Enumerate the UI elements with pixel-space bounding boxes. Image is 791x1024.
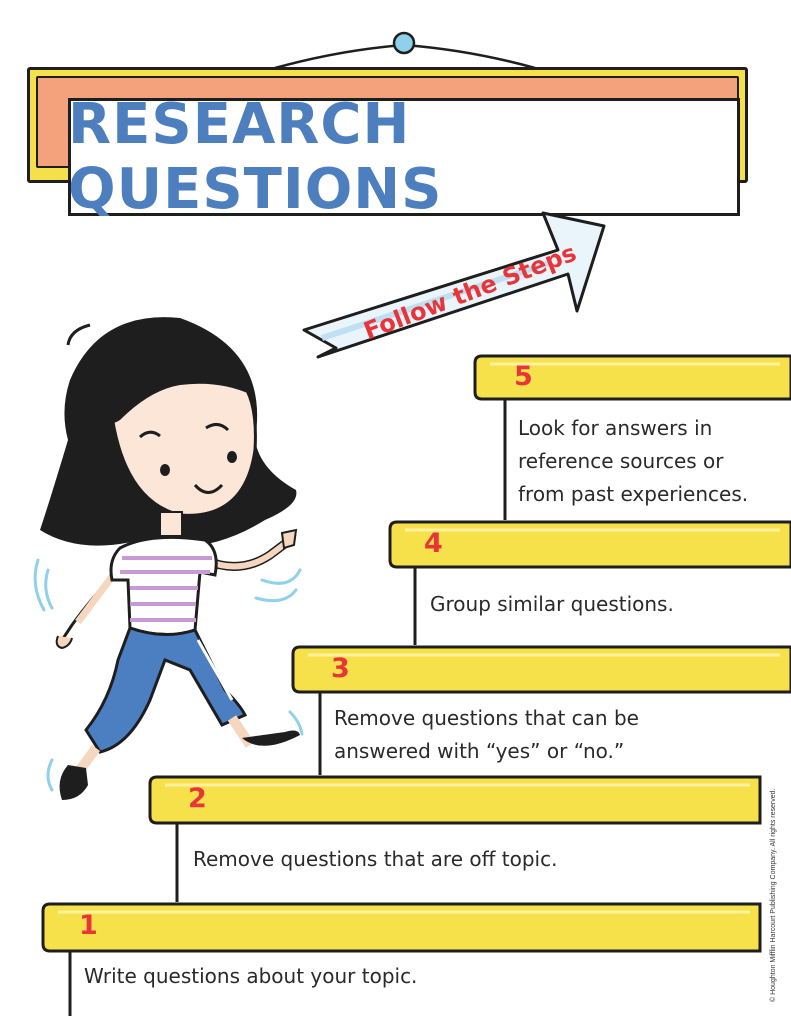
copyright-notice: © Houghton Mifflin Harcourt Publishing Company. All rights reserved.: [770, 788, 777, 1002]
step-5-line-1: Look for answers in: [518, 416, 713, 440]
step-number-4: 4: [424, 528, 443, 559]
step-5-line-2: reference sources or: [518, 449, 724, 473]
step-3-text: [334, 702, 639, 768]
step-3-line-2: answered with “yes” or “no.”: [334, 739, 625, 763]
step-2-text: Remove questions that are off topic.: [193, 847, 558, 871]
step-5-line-3: from past experiences.: [518, 482, 749, 506]
page-title: RESEARCH QUESTIONS: [68, 92, 443, 222]
step-number-1: 1: [79, 910, 98, 941]
step-1-text: Write questions about your topic.: [84, 964, 418, 988]
step-4-text: Group similar questions.: [430, 592, 674, 616]
step-number-2: 2: [188, 783, 207, 814]
step-3-line-1: Remove questions that can be: [334, 706, 639, 730]
step-number-5: 5: [514, 361, 533, 392]
step-5-text: [518, 412, 748, 511]
arrow-label: Follow the Steps: [359, 238, 581, 346]
step-number-3: 3: [331, 653, 350, 684]
